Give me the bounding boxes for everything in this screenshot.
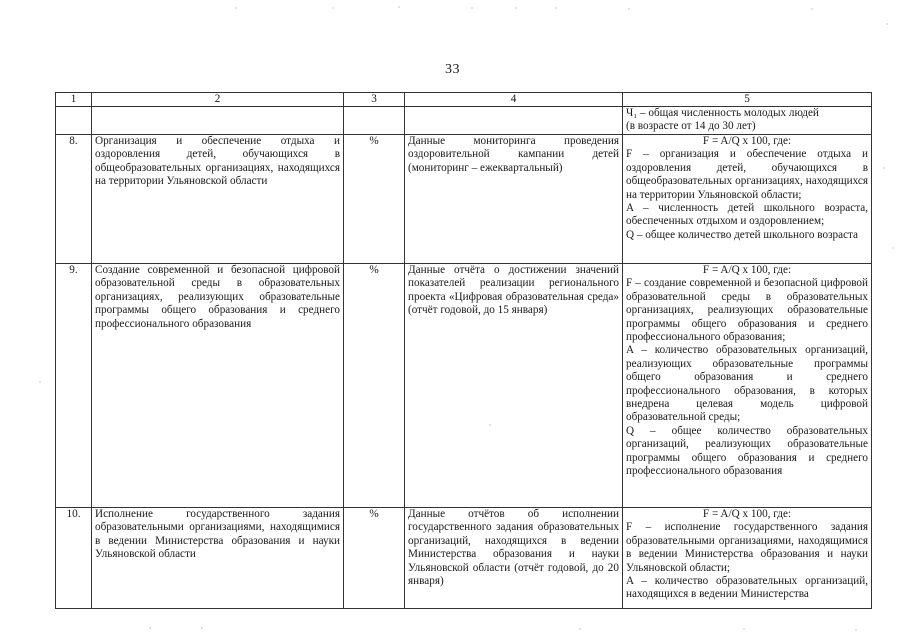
data-source: Данные отчёта о достижении значений показателей реализации регионального проекта «Цифровая образовательная среда» (отчёт годовой, до 15 января) (405, 264, 623, 508)
unit: % (344, 508, 405, 609)
header-cell-1: 1 (56, 93, 92, 107)
formula-line: F – исполнение государственного задания образовательными организациями, находящимися в ведении Министерства образования и науки Ульяновской области; (626, 521, 868, 574)
formula-cell (623, 107, 872, 135)
unit: % (344, 135, 405, 264)
data-source (405, 107, 623, 135)
page-number: 33 (445, 62, 460, 77)
formula-line: A – численность детей школьного возраста, обеспеченных отдыхом и оздоровлением; (626, 202, 868, 228)
formula-line: Ч₁ – общая численность молодых людей (626, 107, 819, 119)
data-source: Данные мониторинга проведения оздоровительной кампании детей (мониторинг – ежеквартальный) (405, 135, 623, 264)
row-number (56, 107, 92, 135)
row-number: 10. (56, 508, 92, 609)
table-row (56, 508, 872, 609)
formula-title: F = A/Q x 100, где: (702, 508, 792, 520)
table-header-row (56, 93, 872, 107)
indicator-name: Организация и обеспечение отдыха и оздоровления детей, обучающихся в общеобразовательных организациях, находящихся на территории Ульяновской области (92, 135, 344, 264)
row-number: 8. (56, 135, 92, 264)
header-cell-3: 3 (344, 93, 405, 107)
formula-cell (623, 508, 872, 609)
data-source: Данные отчётов об исполнении государственного задания образовательных организаций, находящихся в ведении Министерства образования и науки Ульяновской области (отчёт годовой, до 20 января) (405, 508, 623, 609)
formula-line: F – создание современной и безопасной цифровой образовательной среды в образовательных организациях, реализующих образовательные программы общего образования и среднего профессионального образования; (626, 277, 868, 344)
formula-line: (в возрасте от 14 до 30 лет) (626, 120, 756, 133)
formula-line: Q – общее количество детей школьного возраста (626, 228, 859, 241)
formula-line: A – количество образовательных организаций, находящихся в ведении Министерства (626, 575, 868, 601)
table-row (56, 135, 872, 264)
row-number: 9. (56, 264, 92, 508)
indicator-name: Исполнение государственного задания образовательными организациями, находящимися в ведении Министерства образования и науки Ульяновской области (92, 508, 344, 609)
formula-line: Q – общее количество образовательных организаций, реализующих образовательные программы общего образования и среднего профессионального образования (626, 424, 868, 478)
formula-cell (623, 135, 872, 264)
formula-line: A – количество образовательных организаций, реализующих образовательные программы общего образования и среднего профессионального образования, в которых внедрена целевая модель цифровой образовательной среды; (626, 344, 868, 424)
table-row (56, 264, 872, 508)
formula-line: F – организация и обеспечение отдыха и оздоровления детей, обучающихся в общеобразовательных организациях, находящихся на территории Ульяновской области; (626, 148, 868, 201)
indicator-name (92, 107, 344, 135)
formula-cell (623, 264, 872, 508)
indicator-name: Создание современной и безопасной цифровой образовательной среды в образовательных организациях, реализующих образовательные программы общего образования и среднего профессионального образования (92, 264, 344, 508)
formula-title: F = A/Q x 100, где: (702, 135, 792, 147)
header-cell-4: 4 (405, 93, 623, 107)
table-row-continuation (56, 107, 872, 135)
header-cell-2: 2 (92, 93, 344, 107)
unit: % (344, 264, 405, 508)
indicator-table (55, 92, 872, 609)
unit (344, 107, 405, 135)
header-cell-5: 5 (623, 93, 872, 107)
formula-title: F = A/Q x 100, где: (702, 264, 792, 276)
